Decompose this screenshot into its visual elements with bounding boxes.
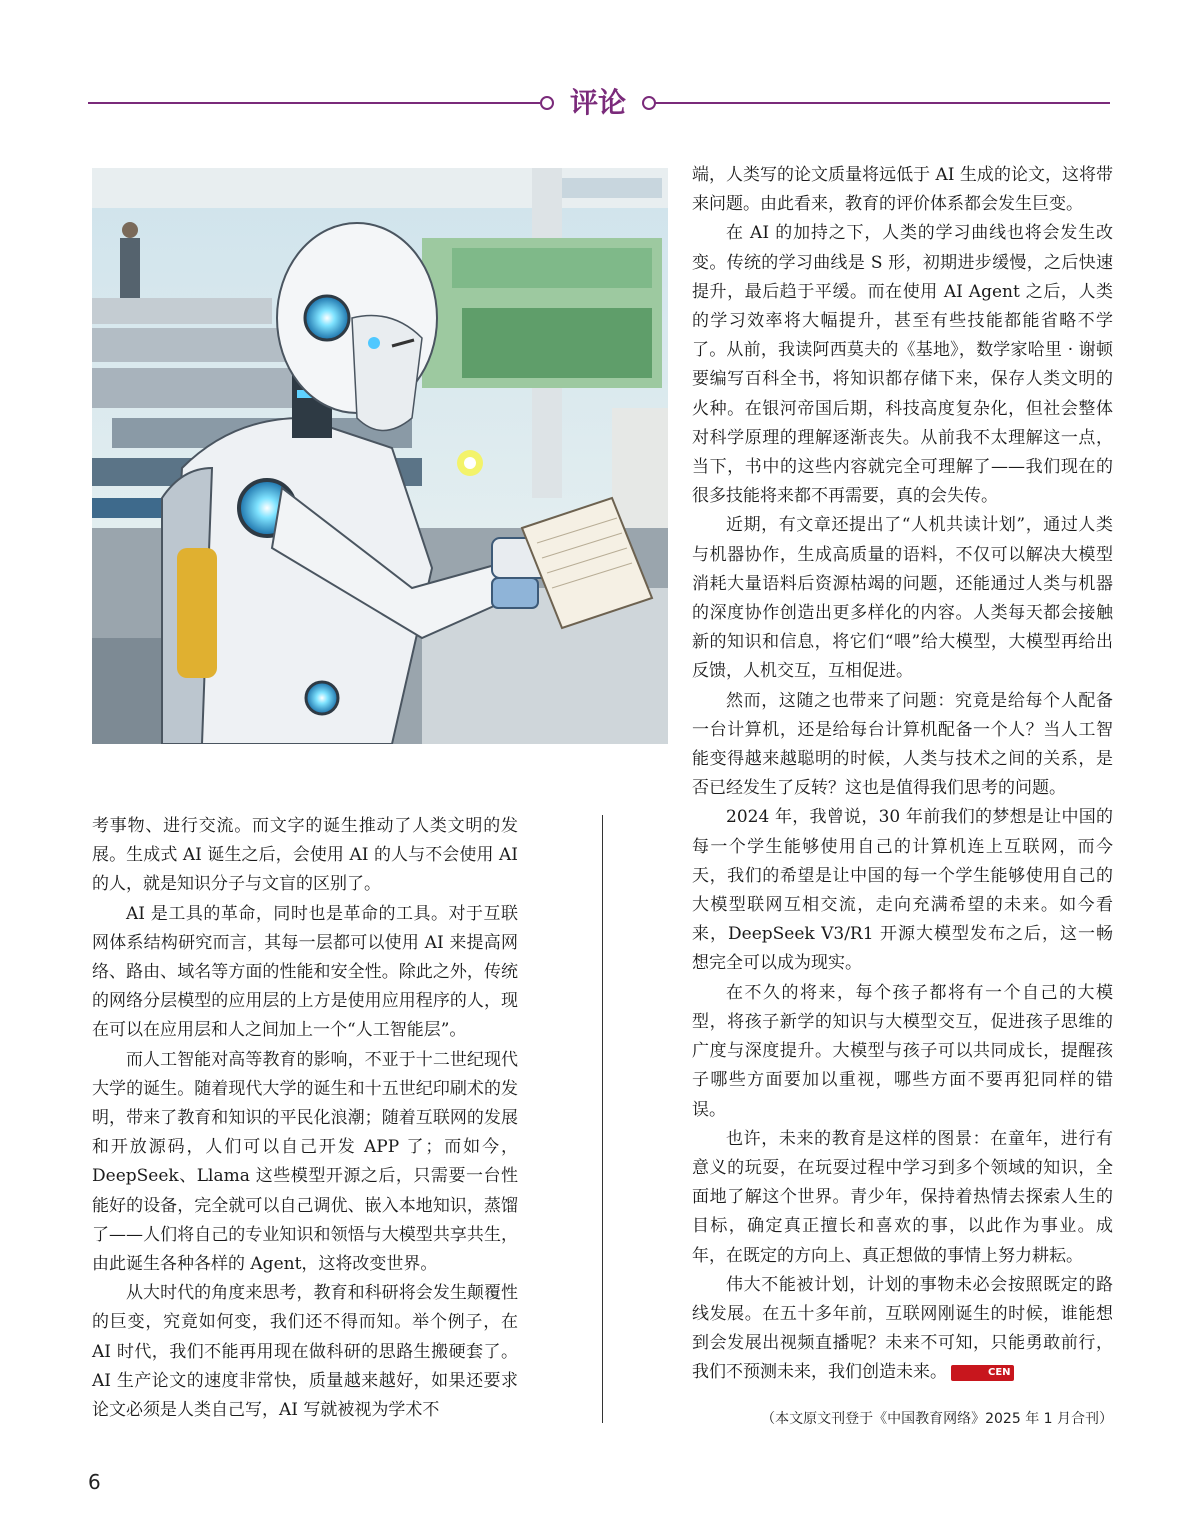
article-right-column <box>692 161 1113 1388</box>
section-header <box>88 84 1110 124</box>
body-paragraph: 然而，这随之也带来了问题：究竟是给每个人配备一台计算机，还是给每台计算机配备一个人？当人工智能变得越来越聪明的时候，人类与技术之间的关系，是否已经发生了反转？这也是值得我们思考的问题。 <box>692 690 1113 799</box>
body-paragraph: 端，人类写的论文质量将远低于 AI 生成的论文，这将带来问题。由此看来，教育的评价体系都会发生巨变。 <box>692 165 1113 215</box>
cen-logo-icon: CEN <box>951 1365 1014 1381</box>
robot-reading-notebook-illustration <box>92 168 668 744</box>
robot-illustration <box>92 168 668 744</box>
column-divider <box>602 815 603 1423</box>
source-note: （本文原文刊登于《中国教育网络》2025 年 1 月合刊） <box>761 1411 1113 1427</box>
body-paragraph: 也许，未来的教育是这样的图景：在童年，进行有意义的玩耍，在玩耍过程中学习到多个领域的知识，全面地了解这个世界。青少年，保持着热情去探索人生的目标，确定真正擅长和喜欢的事，以此作为事业。成年，在既定的方向上、真正想做的事情上努力耕耘。 <box>692 1128 1113 1266</box>
article-left-column <box>92 812 518 1425</box>
body-text: 伟大不能被计划，计划的事物未必会按照既定的路线发展。在五十多年前，互联网刚诞生的时候，谁能想到会发展出视频直播呢？未来不可知，只能勇敢前行，我们不预测未来，我们创造未来。 <box>692 1274 1113 1383</box>
section-title: 评论 <box>569 86 626 119</box>
body-paragraph: 在 AI 的加持之下，人类的学习曲线也将会发生改变。传统的学习曲线是 S 形，初期进步缓慢，之后快速提升，最后趋于平缓。而在使用 AI Agent 之后，人类的学习效率将大幅提升，甚至有些技能都能省略不学了。从前，我读阿西莫夫的《基地》，数学家哈里 · 谢顿要编写百科全书，将知识都存储下来，保存人类文明的火种。在银河帝国后期，科技高度复杂化，但社会整体对科学原理的理解逐渐丧失。从前我不太理解这一点，当下，书中的这些内容就完全可理解了——我们现在的很多技能将来都不再需要，真的会失传。 <box>692 223 1113 507</box>
header-rule-right <box>654 102 1110 104</box>
body-paragraph: AI 是工具的革命，同时也是革命的工具。对于互联网体系结构研究而言，其每一层都可以使用 AI 来提高网络、路由、域名等方面的性能和安全性。除此之外，传统的网络分层模型的应用层的上方是使用应用程序的人，现在可以在应用层和人之间加上一个“人工智能层”。 <box>92 903 518 1041</box>
body-paragraph: 考事物、进行交流。而文字的诞生推动了人类文明的发展。生成式 AI 诞生之后，会使用 AI 的人与不会使用 AI 的人，就是知识分子与文盲的区别了。 <box>92 816 518 895</box>
body-paragraph: 近期，有文章还提出了“人机共读计划”，通过人类与机器协作，生成高质量的语料，不仅可以解决大模型消耗大量语料后资源枯竭的问题，还能通过人类与机器的深度协作创造出更多样化的内容。人类每天都会接触新的知识和信息，将它们“喂”给大模型，大模型再给出反馈，人机交互，互相促进。 <box>692 515 1113 682</box>
body-paragraph: 从大时代的角度来思考，教育和科研将会发生颠覆性的巨变，究竟如何变，我们还不得而知。举个例子，在 AI 时代，我们不能再用现在做科研的思路生搬硬套了。AI 生产论文的速度非常快，质量越来越好，如果还要求论文必须是人类自己写，AI 写就被视为学术不 <box>92 1283 518 1421</box>
header-rule-left <box>88 102 540 104</box>
body-paragraph: 在不久的将来，每个孩子都将有一个自己的大模型，将孩子新学的知识与大模型交互，促进孩子思维的广度与深度提升。大模型与孩子可以共同成长，提醒孩子哪些方面要加以重视，哪些方面不要再犯同样的错误。 <box>692 982 1113 1120</box>
header-ornament-left <box>540 96 554 110</box>
page-number: 6 <box>88 1470 101 1494</box>
body-paragraph: 2024 年，我曾说，30 年前我们的梦想是让中国的每一个学生能够使用自己的计算机连上互联网，而今天，我们的希望是让中国的每一个学生能够使用自己的大模型联网互相交流，走向充满希望的未来。如今看来，DeepSeek V3/R1 开源大模型发布之后，这一畅想完全可以成为现实。 <box>692 807 1113 974</box>
body-paragraph: 而人工智能对高等教育的影响，不亚于十二世纪现代大学的诞生。随着现代大学的诞生和十五世纪印刷术的发明，带来了教育和知识的平民化浪潮；随着互联网的发展和开放源码，人们可以自己开发 APP 了；而如今，DeepSeek、Llama 这些模型开源之后，只需要一台性能好的设备，完全就可以自己调优、嵌入本地知识，蒸馏了——人们将自己的专业知识和领悟与大模型共享共生，由此诞生各种各样的 Agent，这将改变世界。 <box>92 1049 518 1275</box>
final-paragraph <box>692 1271 1113 1388</box>
